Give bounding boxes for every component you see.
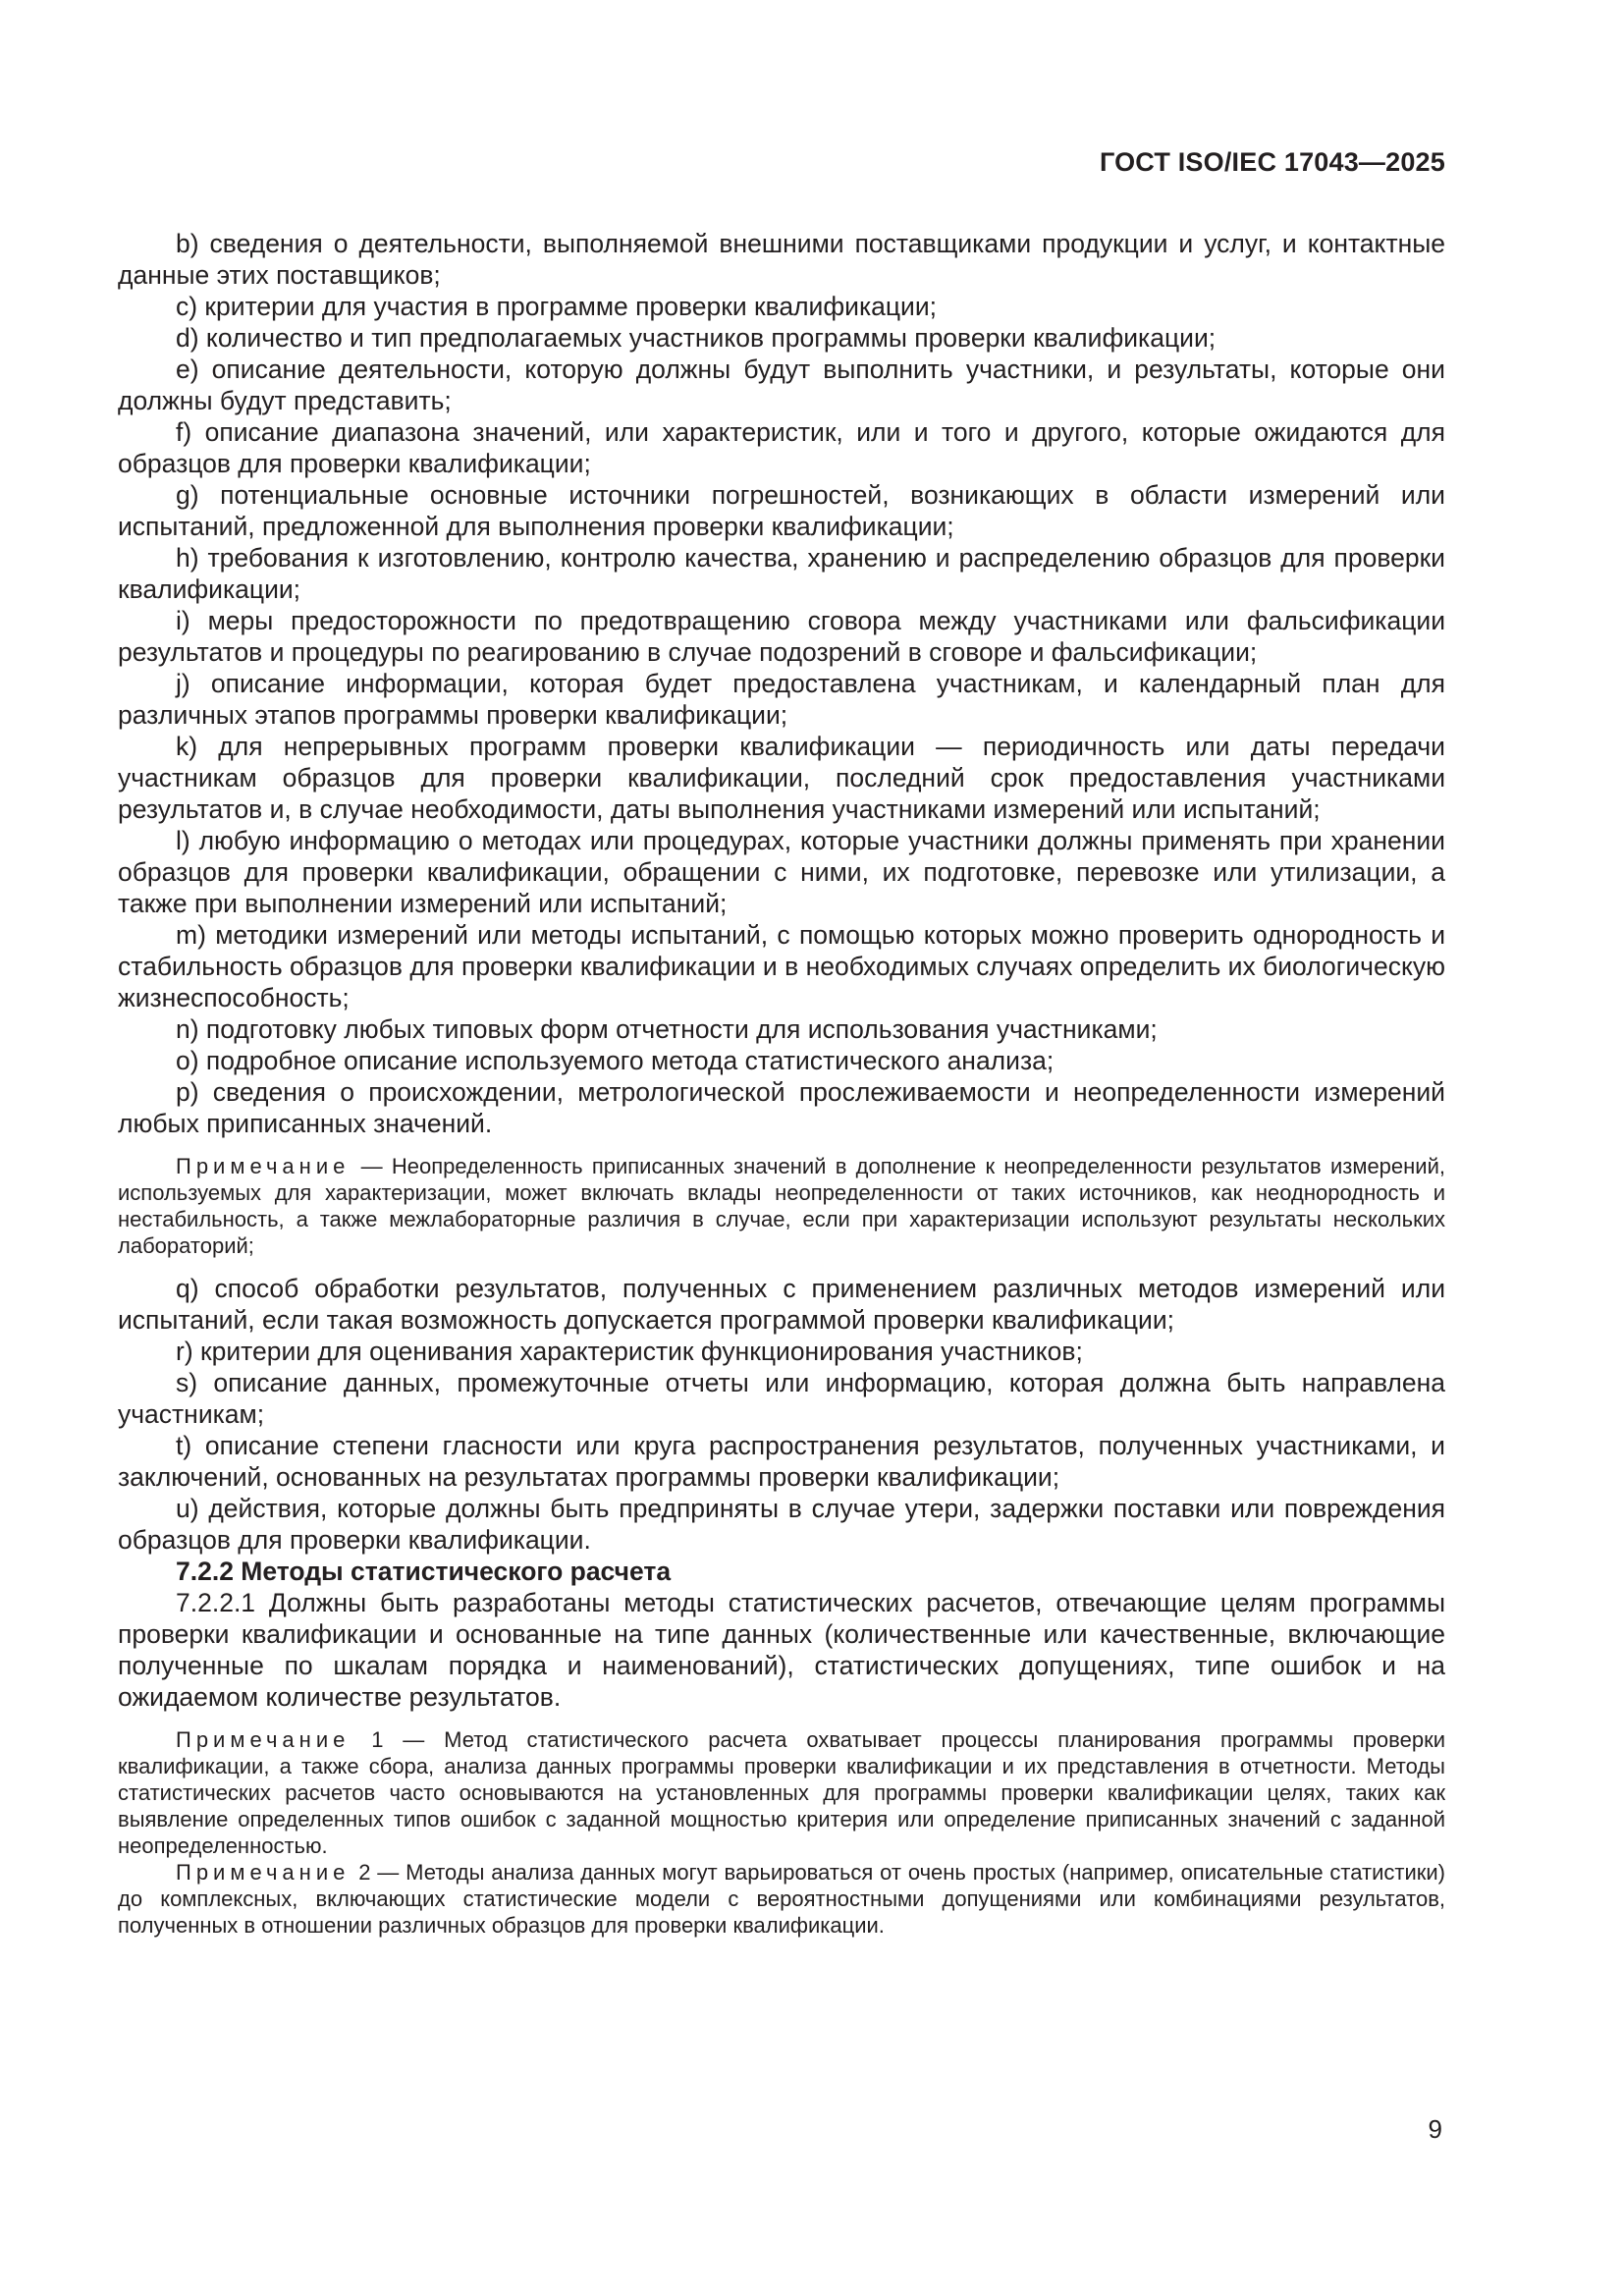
note-text: 1 — Метод статистического расчета охватывает процессы планирования программы проверки квалификации, а также сбора, анализа данных программы проверки квалификации и их представления в отчетности. Методы статистических расчетов часто основываются на установленных для программы проверки квалификации целях, таких как выявление определенных типов ошибок с заданной мощностью критерия или определение приписанных значений с заданной неопределенностью. (118, 1727, 1445, 1858)
requirements-list-2 (118, 1273, 1445, 1556)
list-item-n: n) подготовку любых типовых форм отчетности для использования участниками; (176, 1014, 1158, 1044)
note-text: — Неопределенность приписанных значений в дополнение к неопределенности результатов измерений, используемых для характеризации, может включать вклады неопределенности от таких источников, как неоднородность и нестабильность, а также межлабораторные различия в случае, если при характеризации используют результаты нескольких лабораторий; (118, 1154, 1445, 1258)
list-item-i: i) меры предосторожности по предотвращению сговора между участниками или фальсификации результатов и процедуры по реагированию в случае подозрений в сговоре и фальсификации; (118, 606, 1445, 667)
list-item-k: k) для непрерывных программ проверки квалификации — периодичность или даты передачи участникам образцов для проверки квалификации, последний срок предоставления участниками результатов и, в случае необходимости, даты выполнения участниками измерений или испытаний; (118, 732, 1445, 824)
list-item-q: q) способ обработки результатов, полученных с применением различных методов измерений или испытаний, если такая возможность допускается программой проверки квалификации; (118, 1274, 1445, 1335)
list-item-u: u) действия, которые должны быть предприняты в случае утери, задержки поставки или повреждения образцов для проверки квалификации. (118, 1494, 1445, 1555)
list-item-c: c) критерии для участия в программе проверки квалификации; (176, 292, 938, 321)
note-uncertainty (118, 1153, 1445, 1259)
list-item-e: e) описание деятельности, которую должны будут выполнить участники, и результаты, которые они должны будут представить; (118, 355, 1445, 415)
list-item-g: g) потенциальные основные источники погрешностей, возникающих в области измерений или испытаний, предложенной для выполнения проверки квалификации; (118, 480, 1445, 541)
list-item-l: l) любую информацию о методах или процедурах, которые участники должны применять при хранении образцов для проверки квалификации, обращении с ними, их подготовке, перевозке или утилизации, а также при выполнении измерений или испытаний; (118, 826, 1445, 918)
note-1 (118, 1726, 1445, 1859)
list-item-b: b) сведения о деятельности, выполняемой внешними поставщиками продукции и услуг, и контактные данные этих поставщиков; (118, 229, 1445, 290)
list-item-p: p) сведения о происхождении, метрологической прослеживаемости и неопределенности измерений любых приписанных значений. (118, 1077, 1445, 1138)
list-item-s: s) описание данных, промежуточные отчеты или информацию, которая должна быть направлена участникам; (118, 1368, 1445, 1429)
list-item-m: m) методики измерений или методы испытаний, с помощью которых можно проверить однородность и стабильность образцов для проверки квалификации и в необходимых случаях определить их биологическую жизнеспособность; (118, 920, 1445, 1012)
note-label: Примечание (176, 1860, 351, 1885)
list-item-h: h) требования к изготовлению, контролю качества, хранению и распределению образцов для проверки квалификации; (118, 543, 1445, 604)
list-item-d: d) количество и тип предполагаемых участников программы проверки квалификации; (176, 323, 1217, 353)
note-label: Примечание (176, 1154, 351, 1178)
list-item-f: f) описание диапазона значений, или характеристик, или и того и другого, которые ожидаются для образцов для проверки квалификации; (118, 417, 1445, 478)
list-item-o: o) подробное описание используемого метода статистического анализа; (176, 1046, 1055, 1075)
document-body (118, 228, 1445, 1939)
note-2 (118, 1859, 1445, 1939)
section-heading: 7.2.2 Методы статистического расчета (176, 1557, 672, 1586)
requirements-list-1 (118, 228, 1445, 1139)
page-number: 9 (1428, 2114, 1442, 2144)
note-label: Примечание (176, 1727, 351, 1752)
list-item-t: t) описание степени гласности или круга распространения результатов, полученных участниками, и заключений, основанных на результатах программы проверки квалификации; (118, 1431, 1445, 1492)
list-item-j: j) описание информации, которая будет предоставлена участникам, и календарный план для различных этапов программы проверки квалификации; (118, 669, 1445, 730)
section-paragraph: 7.2.2.1 Должны быть разработаны методы статистических расчетов, отвечающие целям программы проверки квалификации и основанные на типе данных (количественные или качественные, включающие полученные по шкалам порядка и наименований), статистических допущениях, типе ошибок и на ожидаемом количестве результатов. (118, 1588, 1445, 1712)
note-text: 2 — Методы анализа данных могут варьироваться от очень простых (например, описательные статистики) до комплексных, включающих статистические модели с вероятностными допущениями или комбинациями результатов, полученных в отношении различных образцов для проверки квалификации. (118, 1860, 1445, 1938)
document-header: ГОСТ ISO/IEC 17043—2025 (1099, 147, 1445, 177)
list-item-r: r) критерии для оценивания характеристик функционирования участников; (176, 1337, 1083, 1366)
